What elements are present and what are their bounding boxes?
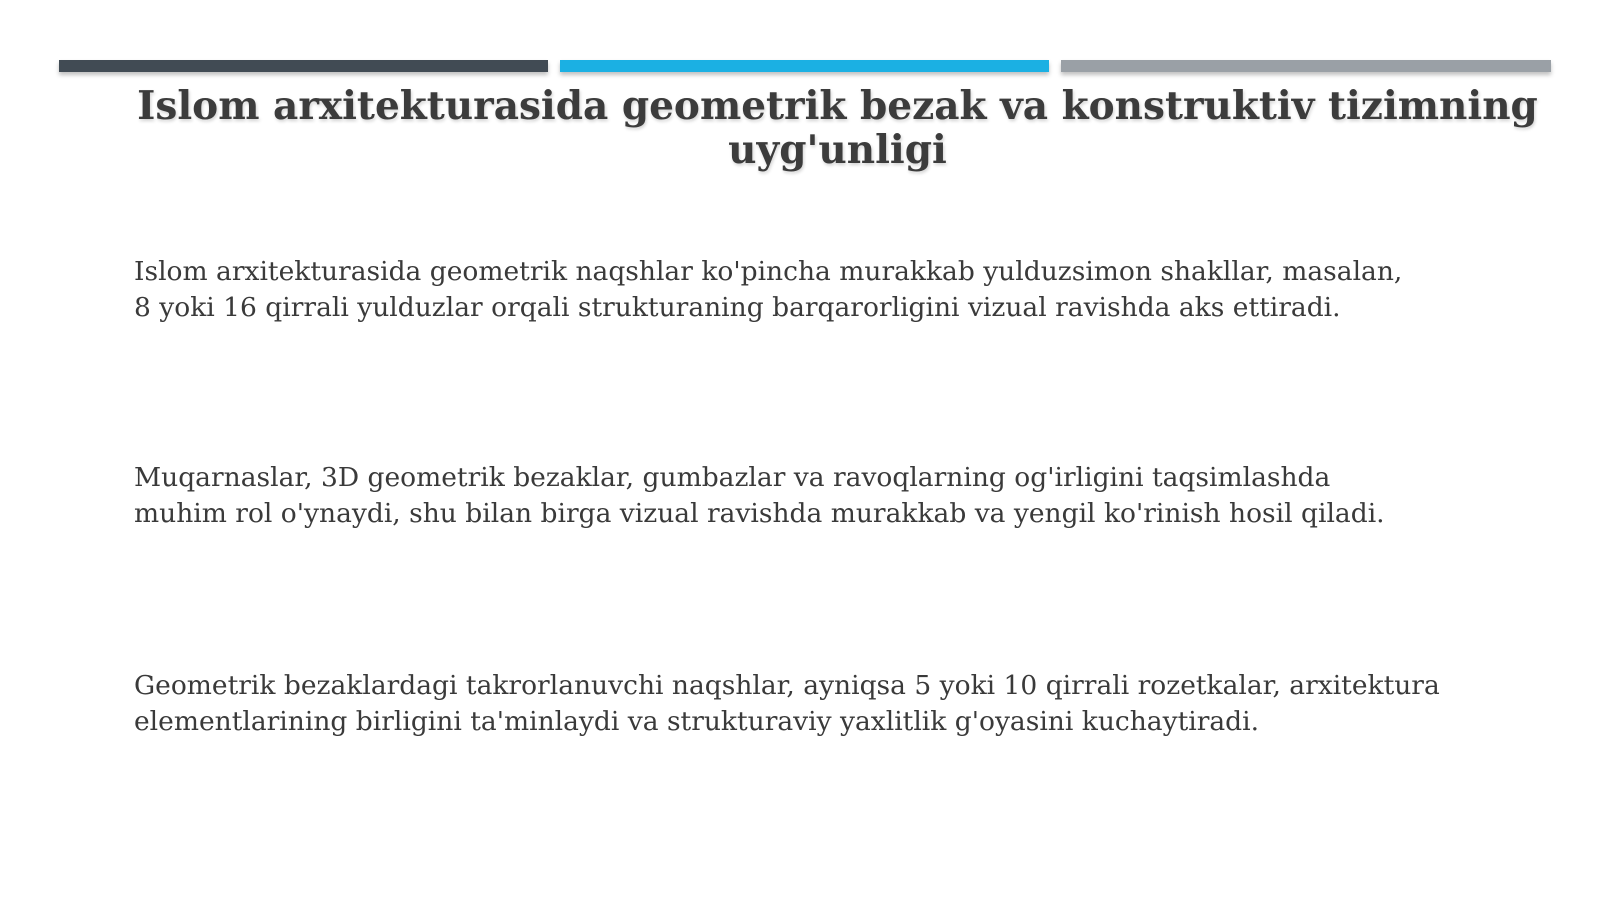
body-paragraph-2: [134, 460, 1554, 532]
accent-bar-gray: [1061, 60, 1551, 72]
paragraph-line: Islom arxitekturasida geometrik naqshlar ko'pincha murakkab yulduzsimon shakllar, masalan,: [134, 256, 1403, 287]
paragraph-line: 8 yoki 16 qirrali yulduzlar orqali strukturaning barqarorligini vizual ravishda aks ettiradi.: [134, 292, 1341, 323]
slide-title: Islom arxitekturasida geometrik bezak va konstruktiv tizimning uyg'unligi: [137, 83, 1538, 173]
body-paragraph-3: [134, 668, 1554, 740]
paragraph-line: Muqarnaslar, 3D geometrik bezaklar, gumbazlar va ravoqlarning og'irligini taqsimlashda: [134, 462, 1331, 493]
body-paragraph-1: [134, 254, 1554, 326]
accent-bar-blue: [560, 60, 1049, 72]
paragraph-line: muhim rol o'ynaydi, shu bilan birga vizual ravishda murakkab va yengil ko'rinish hosil qiladi.: [134, 498, 1385, 529]
accent-bar-dark: [59, 60, 548, 72]
paragraph-line: Geometrik bezaklardagi takrorlanuvchi naqshlar, ayniqsa 5 yoki 10 qirrali rozetkalar, arxitektura: [134, 670, 1440, 701]
paragraph-line: elementlarining birligini ta'minlaydi va strukturaviy yaxlitlik g'oyasini kuchaytiradi.: [134, 706, 1260, 737]
